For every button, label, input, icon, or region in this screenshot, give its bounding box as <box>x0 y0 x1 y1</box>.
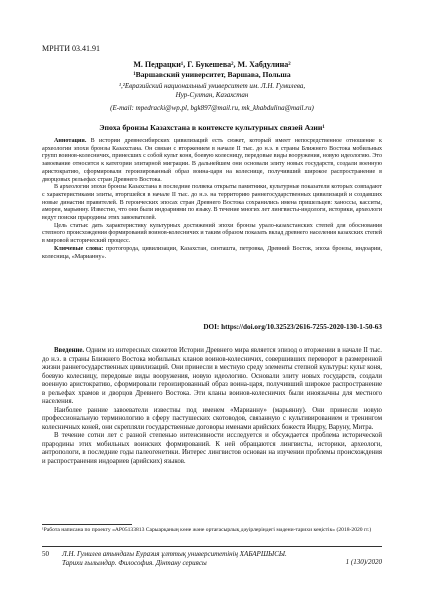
abstract <box>42 138 382 261</box>
body-paragraph-2: Наиболее ранние завоеватели известны под именем «Марианну» (марьянну). Они принесли новую профессиональную терминологию в сферу пастушеских скотоводов, связанную с культивированием и тренингом колесничных коней, они скрепляли государственные договоры именами арийских божеств Индру, Варуну, Митра. <box>42 406 382 431</box>
journal-series: Тарихи ғылымдар. Философия. Дінтану сериясы <box>62 558 207 567</box>
footer-divider <box>42 546 382 547</box>
affiliation-enu-line2: Нур-Султан, Казахстан <box>175 90 249 99</box>
intro-label: Введение. <box>54 347 85 354</box>
affiliation-enu <box>42 82 382 99</box>
abstract-paragraph-3: Цель статьи: дать характеристику культурных достижений эпохи бронзы урало-казахстанских степей для обоснования степного происхождения формирований воинов-колесничих и таким образом показать вклад древнего населения казахских степей в мировой исторический процесс. <box>42 222 382 245</box>
body-text-1: Одним из интересных сюжетов Истории Древнего мира является эпизод о вторжении в начале II тыс. до н.э. в страны Ближнего Востока мобильных кланов воинов-колесничих, совершивших переворот в размеренной жизни раннегосударственных цивилизаций. Они принесли в местную среду элементы степной культуры: культ коня, боевую колесницу, передовые виды вооружения, новую идеологию. Основали элиту новых государств, создали военную аристократию, сформировали героизированный образ воина-царя, получивший широкое распространение в рельефах храмов и дворцов Древнего Востока. Эти кланы воинов-колесничих были иноязычны для местного населения. <box>42 347 382 405</box>
body-paragraph-1 <box>42 347 382 407</box>
doi-link[interactable]: DOI: https://doi.org/10.32523/2616-7255-2020-130-1-50-63 <box>203 323 382 331</box>
issue-number: 1 (130)/2020 <box>345 558 382 566</box>
author-list: М. Педрацки¹, Г. Букешева², М. Хабдулина² <box>133 60 291 69</box>
affiliation-enu-line1: ¹,²Евразийский национальный университет им. Л.Н. Гумилева, <box>118 82 306 90</box>
journal-name: Л.Н. Гумилев атындағы Еуразия ұлттық университетінің ХАБАРШЫСЫ. <box>62 550 287 558</box>
abstract-label: Аннотация. <box>54 138 87 144</box>
keywords-label: Ключевые слова: <box>54 245 104 252</box>
page-number: 50 <box>42 550 49 558</box>
udk-code: МРНТИ 03.41.91 <box>42 44 101 53</box>
footnote-divider <box>42 524 132 525</box>
article-body <box>42 347 382 466</box>
author-emails: (E-mail: mpedracki@wp.pl, bgk897@mail.ru, mk_khabdulina@mail.ru) <box>110 104 314 112</box>
footnote: ¹Работа написана по проекту «AP05133813 Сарыарқаның көне және ортағасырлық дәуірлеріндегі мәдени-тарихи кеңістік» (2018-2020 гг.) <box>42 527 372 533</box>
journal-info <box>62 550 382 567</box>
affiliation-warsaw: ¹Варшавский университет, Варшава, Польша <box>133 70 291 79</box>
keywords-text: протогорода, цивилизации, Казахстан, синташта, петровка, Древний Восток, эпоха бронзы, индоарии, колесница, «Марианну». <box>42 245 382 260</box>
article-title: Эпоха бронзы Казахстана в контексте культурных связей Азии¹ <box>99 123 325 132</box>
abstract-paragraph-1 <box>42 138 382 184</box>
abstract-paragraph-2: В археологии эпохи бронзы Казахстана в последние полвека открыты памятники, культурные показатели которых совпадают с характеристиками элиты, вторгшейся в начале II тыс. до н.э. на территорию раннегосударственных цивилизаций и создавших новые династии правителей. В героических эпосах стран Древнего Востока сохранились имена пришельцев: ханоссы, касситы, амореи, марьянну. Известно, что они были индоариями по языку. В течение многих лет лингвисты-индологи, историки, археологи ведут поиски прародины этих завоевателей. <box>42 184 382 222</box>
body-paragraph-3: В течение сотни лет с разной степенью интенсивности исследуется и обсуждается проблема исторической прародины этих мобильных воинских формирований. К ней обращаются лингвисты, историки, археологи, антропологи, в последние годы палеогенетики. Интерес лингвистов основан на изучении проблемы происхождения и распространения индоариев (арийских) языков. <box>42 432 382 465</box>
keywords <box>42 246 382 261</box>
abstract-text-1: В истории древнесибирских цивилизаций есть сюжет, который имеет непосредственное отношение к археологии эпохи бронзы Казахстана. Он связан с вторжением в начале II тыс. до н.э. в страны Ближнего Востока мобильных групп воинов-колесничих, принесших с собой культ коня, боевую колесницу, передовые виды вооружения, новую идеологию. Это завоевание относится к категории элитарной миграции. В дальнейшем они основали элиту новых государств, создали военную аристократию, сформировали героизированный образ воина-царя на колеснице, получивший широкое распространение в дворцовых рельефах стран Древнего Востока. <box>42 138 382 183</box>
